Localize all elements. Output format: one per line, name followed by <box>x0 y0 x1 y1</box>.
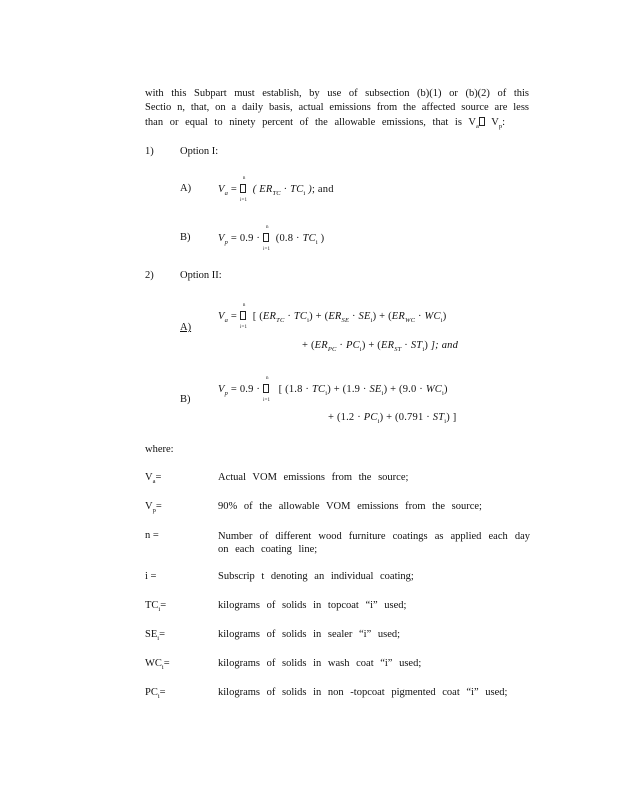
eq-sign: = <box>230 384 238 395</box>
definition-symbol <box>145 473 161 484</box>
bracket-open: [ <box>278 384 283 395</box>
dot: · <box>296 233 300 244</box>
st-sub: i <box>422 346 425 353</box>
definition-symbol <box>145 659 170 670</box>
option1-b-label: B) <box>180 232 191 243</box>
def-eq: = <box>159 629 165 640</box>
definition-text: 90% of the allowable VOM emissions from the source; <box>218 501 482 512</box>
eq-sign: = <box>230 233 238 244</box>
coef-1: 1.8 <box>288 384 303 395</box>
option1-title: Option I: <box>180 146 219 157</box>
def-sym: V <box>145 472 153 483</box>
wc-sub: i <box>440 317 443 324</box>
sum-top: n <box>242 303 246 308</box>
wc-sub: i <box>441 390 444 397</box>
sum-icon <box>240 184 246 193</box>
er-tc-sub: TC <box>276 317 285 324</box>
def-sub: i <box>161 664 164 671</box>
paren-open: ( <box>252 184 257 195</box>
eq-lhs-sub: p <box>224 390 229 397</box>
intro-line-3 <box>145 117 505 129</box>
intro-sub-p: p <box>498 123 503 130</box>
coef-2: 1.9 <box>346 384 361 395</box>
er-tc: ER <box>262 311 277 322</box>
where-label: where: <box>145 444 174 455</box>
definition-text: Actual VOM emissions from the source; <box>218 472 409 483</box>
eq-lhs: V <box>218 233 225 244</box>
option2-b-equation-line2: + $(1.2 \cdot PC_i) + (0.791 \cdot ST_i)$ ] <box>328 412 457 425</box>
definition-text: Number of different wood furniture coatings as applied each day on each coating line; <box>218 531 530 555</box>
definition-text: kilograms of solids in sealer “i” used; <box>218 629 401 640</box>
eq-lhs: V <box>218 184 225 195</box>
tc: TC <box>290 184 304 195</box>
definition-symbol <box>145 572 156 583</box>
intro-v: V <box>484 117 499 128</box>
sum-top: n <box>265 376 269 381</box>
option1-number: 1) <box>145 146 154 157</box>
num: 0.8 <box>279 233 294 244</box>
eq-lhs: V <box>218 311 225 322</box>
sum-symbol <box>262 225 273 252</box>
eq-tail: ; and <box>311 184 334 195</box>
sum-bottom: i=1 <box>262 398 271 403</box>
definition-symbol <box>145 502 162 513</box>
dot: · <box>256 233 261 244</box>
eq-lhs-sub: p <box>224 239 229 246</box>
option2-a-equation-line2: + $(ER_{PC} \cdot PC_i) + (ER_{ST} \cdot ST_i)$ ]; and <box>302 340 459 353</box>
def-eq: = <box>147 571 157 582</box>
definition-symbol <box>145 688 166 699</box>
bracket-close: ] <box>452 412 457 423</box>
sum-symbol <box>239 176 250 203</box>
er-wc-sub: WC <box>405 317 416 324</box>
def-eq: = <box>163 658 170 669</box>
sum-top: n <box>265 225 269 230</box>
eq-lhs-sub: a <box>224 190 229 197</box>
definition-text: kilograms of solids in topcoat “i” used; <box>218 600 407 611</box>
sum-bottom: i=1 <box>239 325 248 330</box>
sum-symbol <box>239 303 250 330</box>
def-eq: = <box>160 600 167 611</box>
def-sym: PC <box>145 687 158 698</box>
definition-text: kilograms of solids in non -topcoat pigmented coat “i” used; <box>218 687 508 698</box>
tc-sub: i <box>325 390 328 397</box>
tc-sub: i <box>307 317 310 324</box>
definition-text: kilograms of solids in wash coat “i” used; <box>218 658 422 669</box>
definition-text: Subscrip t denoting an individual coating; <box>218 571 414 582</box>
se: SE <box>358 311 371 322</box>
eq-lhs-sub: a <box>224 317 229 324</box>
def-sym: i <box>145 571 148 582</box>
def-sub: i <box>157 693 160 700</box>
sum-bottom: i=1 <box>239 198 248 203</box>
er-pc: ER <box>314 340 328 351</box>
def-sym: SE <box>145 629 158 640</box>
option1-b-equation <box>218 225 325 252</box>
option2-number: 2) <box>145 270 154 281</box>
paren-close: ) <box>320 233 325 244</box>
sum-icon <box>263 233 269 242</box>
pc: PC <box>363 412 378 423</box>
def-sub: i <box>158 606 161 613</box>
st-sub: i <box>444 418 447 425</box>
tc: TC <box>311 384 326 395</box>
eq-sign: = <box>230 184 238 195</box>
pc-sub: i <box>377 418 380 425</box>
def-sym: V <box>145 501 153 512</box>
definition-symbol <box>145 531 159 542</box>
option2-b-equation-line1: $V_p = 0.9$ · n i=1 [ $(1.8 \cdot TC_i) + (1.9 \cdot SE_i) + (9.0 \cdot WC_i)$ <box>218 376 448 403</box>
coefficient: 0.9 <box>239 384 254 395</box>
def-sub: i <box>157 635 160 642</box>
st: ST <box>432 412 445 423</box>
se-sub: i <box>381 390 384 397</box>
er-st: ER <box>380 340 395 351</box>
paren-close: ) <box>308 184 312 195</box>
dot: · <box>283 184 288 195</box>
eq-sign: = <box>230 311 238 322</box>
tc-sub: i <box>315 239 318 246</box>
option2-title: Option II: <box>180 270 222 281</box>
intro-colon: : <box>502 117 506 128</box>
def-eq: = <box>155 501 162 512</box>
coef-5: 0.791 <box>398 412 424 423</box>
eq-lhs: V <box>218 384 225 395</box>
er-st-sub: ST <box>394 346 402 353</box>
option2-a-label: A) <box>180 322 192 333</box>
option1-a-equation <box>218 176 334 203</box>
se: SE <box>369 384 382 395</box>
pc: PC <box>345 340 360 351</box>
bracket-open: [ <box>252 311 257 322</box>
sum-icon <box>240 311 246 320</box>
def-sub: a <box>152 478 156 485</box>
option2-a-equation-line1: $V_a$ = n i=1 [ $(ER_{TC} \cdot TC_i) + (ER_{SE} \cdot SE_i) + (ER_{WC} \cdot WC_i)$ <box>218 303 447 330</box>
def-eq: = <box>159 687 166 698</box>
paren-open: ( <box>275 233 280 244</box>
coef-3: 9.0 <box>402 384 417 395</box>
sum-symbol <box>262 376 273 403</box>
definition-symbol <box>145 630 165 641</box>
def-eq: = <box>150 530 159 541</box>
def-sym: WC <box>145 658 162 669</box>
sum-bottom: i=1 <box>262 247 271 252</box>
er-se-sub: SE <box>341 317 350 324</box>
intro-line-2: Sectio n, that, on a daily basis, actual emissions from the affected source are less <box>145 102 529 113</box>
sum-icon <box>263 384 269 393</box>
er-se: ER <box>328 311 342 322</box>
definition-symbol <box>145 601 166 612</box>
sum-top: n <box>242 176 246 181</box>
tc: TC <box>293 311 308 322</box>
se-sub: i <box>370 317 373 324</box>
option1-a-label: A) <box>180 183 192 194</box>
wc: WC <box>424 311 441 322</box>
eq-tail: ]; and <box>430 340 459 351</box>
intro-sub-a: a <box>475 123 479 130</box>
intro-line-3-text: than or equal to ninety percent of the allowable emissions, that is V <box>145 117 476 128</box>
tc: TC <box>302 233 316 244</box>
def-sub: p <box>152 507 156 514</box>
st: ST <box>410 340 423 351</box>
wc: WC <box>425 384 442 395</box>
option2-b-label: B) <box>180 394 191 405</box>
er-wc: ER <box>391 311 406 322</box>
pc-sub: i <box>359 346 362 353</box>
er-pc-sub: PC <box>327 346 337 353</box>
coef-4: 1.2 <box>340 412 355 423</box>
tc-sub: i <box>303 190 306 197</box>
intro-line-1: with this Subpart must establish, by use of subsection (b)(1) or (b)(2) of this <box>145 88 529 99</box>
def-sym: TC <box>145 600 159 611</box>
er: ER <box>259 184 273 195</box>
coefficient: 0.9 <box>239 233 254 244</box>
def-sym: n <box>145 530 151 541</box>
er-sub: TC <box>272 190 281 197</box>
def-eq: = <box>155 472 162 483</box>
